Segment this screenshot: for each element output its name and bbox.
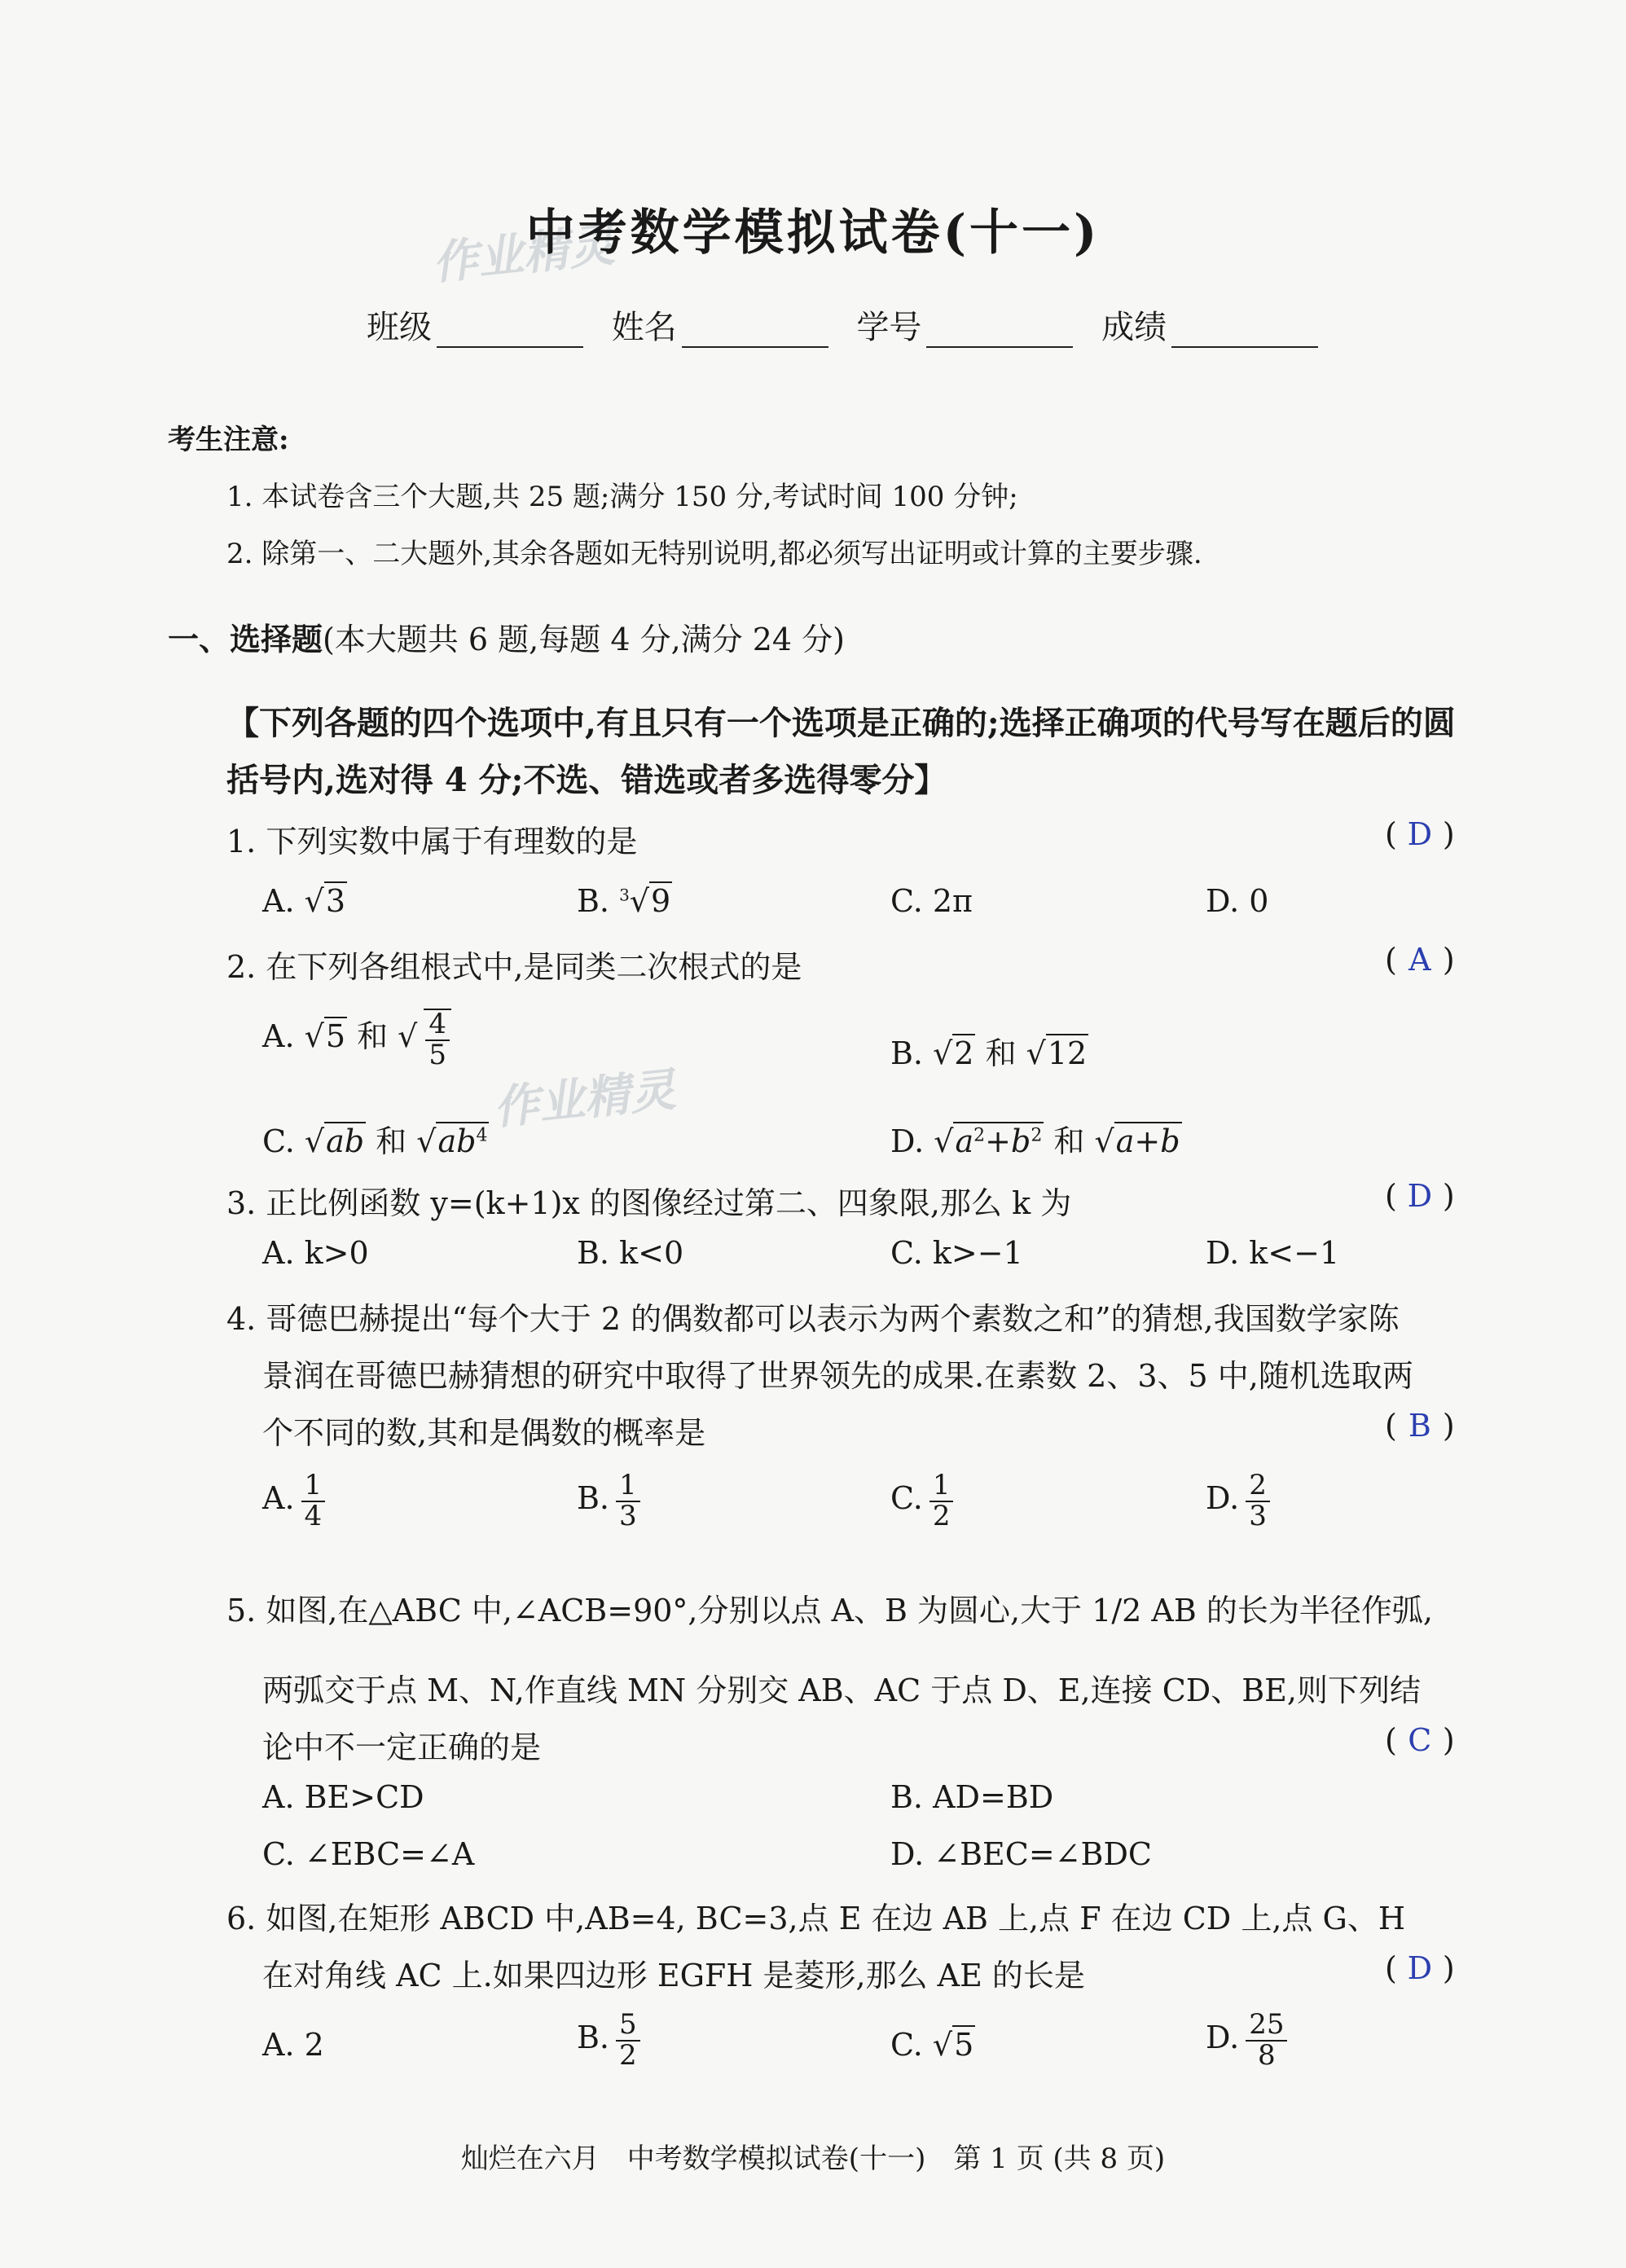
field-class[interactable]: 班级 (367, 301, 583, 348)
option: D. 0 (1206, 883, 1269, 919)
notice-item: 2. 除第一、二大题外,其余各题如无特别说明,都必须写出证明或计算的主要步骤. (226, 538, 1202, 570)
option: D. ∠BEC=∠BDC (890, 1836, 1152, 1872)
option: C. 2π (890, 883, 973, 919)
option: B. √2 和 √12 (890, 1035, 1088, 1071)
option: D. $\frac{2}{3}$ (1206, 1471, 1270, 1531)
page-footer: 灿烂在六月 中考数学模拟试卷(十一) 第 1 页 (共 8 页) (460, 2143, 1166, 2175)
section-heading (168, 614, 845, 659)
answer-bracket: ( C ) (1385, 1722, 1455, 1758)
answer-letter: D (1407, 816, 1433, 852)
page-title: 中考数学模拟试卷(十一) (525, 204, 1101, 262)
field-student-id[interactable]: 学号 (856, 301, 1073, 348)
answer-bracket: ( A ) (1385, 942, 1455, 978)
question-stem: 个不同的数,其和是偶数的概率是 (262, 1415, 706, 1451)
question-stem: 3. 正比例函数 y=(k+1)x 的图像经过第二、四象限,那么 k 为 (226, 1185, 1072, 1221)
notice-item: 1. 本试卷含三个大题,共 25 题;满分 150 分,考试时间 100 分钟; (226, 481, 1018, 513)
student-info-fields (367, 301, 1336, 348)
answer-letter: D (1407, 1178, 1433, 1214)
option: D. k<−1 (1206, 1235, 1340, 1271)
option: D. $\frac{25}{8}$ (1206, 2011, 1287, 2070)
notice-heading: 考生注意: (168, 424, 289, 456)
question-stem: 两弧交于点 M、N,作直线 MN 分别交 AB、AC 于点 D、E,连接 CD、BE,则下列结 (262, 1672, 1421, 1708)
option: A. 2 (262, 2027, 324, 2063)
option: A. $\frac{1}{4}$ (262, 1471, 325, 1531)
answer-letter: B (1408, 1408, 1431, 1444)
answer-bracket: ( B ) (1385, 1408, 1455, 1444)
answer-bracket: ( D ) (1385, 1178, 1455, 1214)
option: C. ∠EBC=∠A (262, 1836, 475, 1872)
option: A. √3 (262, 883, 346, 919)
question-stem: 5. 如图,在△ABC 中,∠ACB=90°,分别以点 A、B 为圆心,大于 1/2 AB 的长为半径作弧, (226, 1593, 1433, 1628)
option: C. √ab 和 $√ab^4$ (262, 1123, 488, 1159)
answer-bracket: ( D ) (1385, 1950, 1455, 1986)
question-stem: 论中不一定正确的是 (262, 1730, 542, 1765)
option: D. $√a^2+b^2$ 和 √a+b (890, 1123, 1180, 1159)
section-note: (本大题共 6 题,每题 4 分,满分 24 分) (323, 622, 846, 657)
option: C. k>−1 (890, 1235, 1023, 1271)
answer-letter: C (1408, 1722, 1432, 1758)
option: A. √5 和 √ $\frac{4}{5}$ (262, 1009, 451, 1070)
watermark: 作业精灵 (429, 218, 617, 291)
question-stem: 2. 在下列各组根式中,是同类二次根式的是 (226, 949, 802, 985)
answer-letter: D (1407, 1950, 1433, 1986)
option: B. $^3$√9 (577, 883, 671, 919)
question-stem: 1. 下列实数中属于有理数的是 (226, 824, 638, 859)
question-stem: 4. 哥德巴赫提出“每个大于 2 的偶数都可以表示为两个素数之和”的猜想,我国数学家陈 (226, 1301, 1400, 1337)
option: B. k<0 (577, 1235, 684, 1271)
section-label: 一、选择题 (168, 621, 323, 657)
question-stem: 景润在哥德巴赫猜想的研究中取得了世界领先的成果.在素数 2、3、5 中,随机选取两 (262, 1358, 1413, 1394)
option: B. $\frac{5}{2}$ (577, 2011, 640, 2070)
option: A. k>0 (262, 1235, 369, 1271)
option: B. AD=BD (890, 1779, 1054, 1815)
field-name[interactable]: 姓名 (612, 301, 828, 348)
answer-letter: A (1408, 942, 1431, 978)
answer-bracket: ( D ) (1385, 816, 1455, 852)
section-instruction: 括号内,选对得 4 分;不选、错选或者多选得零分】 (226, 761, 947, 799)
option: A. BE>CD (262, 1779, 424, 1815)
question-stem: 6. 如图,在矩形 ABCD 中,AB=4, BC=3,点 E 在边 AB 上,点 F 在边 CD 上,点 G、H (226, 1901, 1405, 1936)
option: C. $\frac{1}{2}$ (890, 1471, 953, 1531)
field-score[interactable]: 成绩 (1101, 301, 1318, 348)
option: B. $\frac{1}{3}$ (577, 1471, 640, 1531)
question-stem: 在对角线 AC 上.如果四边形 EGFH 是菱形,那么 AE 的长是 (262, 1958, 1085, 1993)
option: C. √5 (890, 2027, 974, 2063)
watermark: 作业精灵 (490, 1063, 679, 1136)
section-instruction: 【下列各题的四个选项中,有且只有一个选项是正确的;选择正确项的代号写在题后的圆 (226, 704, 1456, 742)
